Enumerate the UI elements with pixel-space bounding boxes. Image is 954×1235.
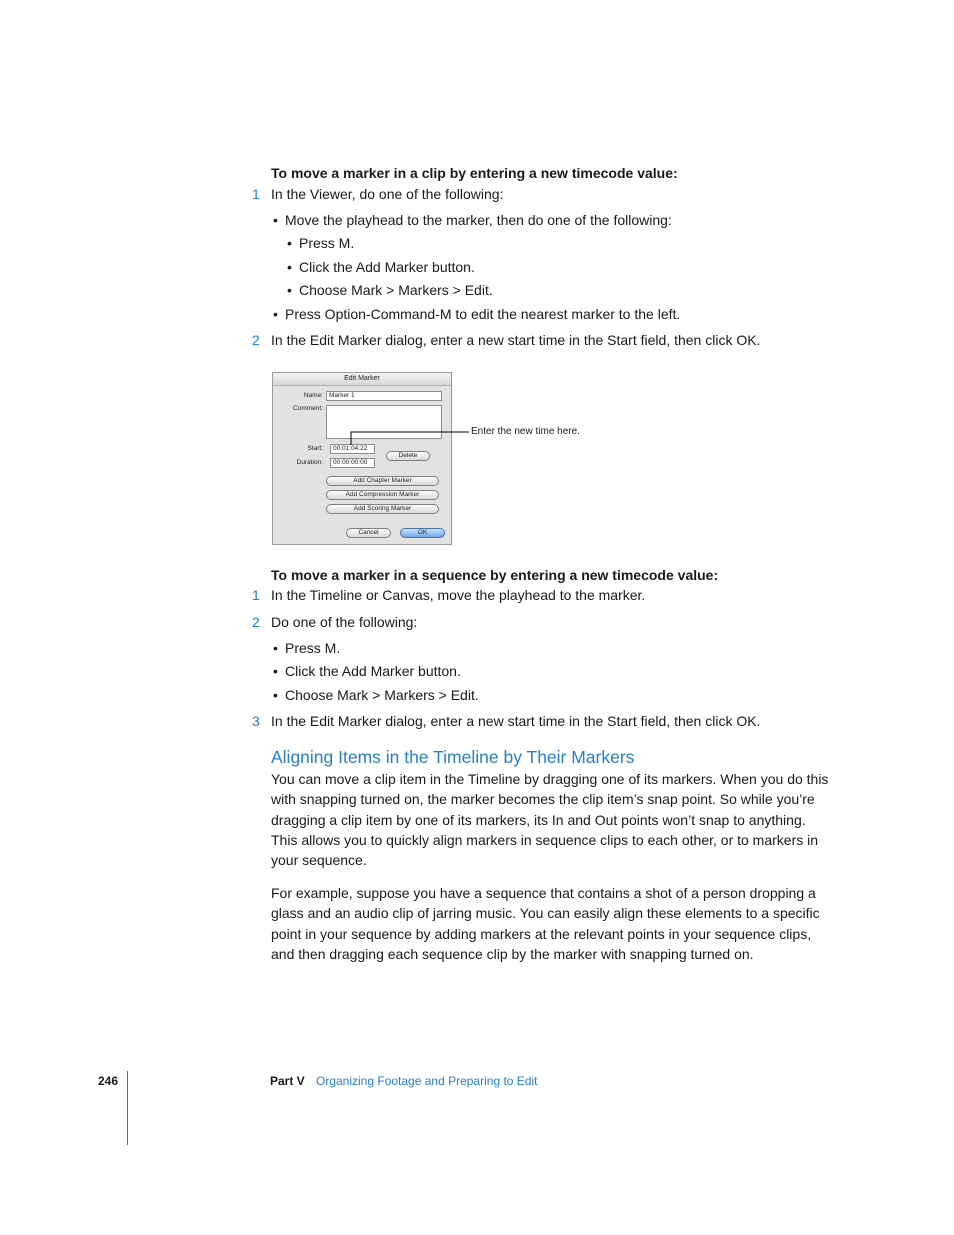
sub-bullet-text: Press M. xyxy=(299,235,355,251)
bullet-text: Choose Mark > Markers > Edit. xyxy=(285,687,479,703)
step-text: In the Timeline or Canvas, move the playhead to the marker. xyxy=(271,587,646,603)
duration-label: Duration: xyxy=(296,459,323,466)
delete-button[interactable]: Delete xyxy=(386,451,430,461)
bullet-text: Press Option-Command-M to edit the nearest marker to the left. xyxy=(285,306,681,322)
cancel-button[interactable]: Cancel xyxy=(346,528,391,538)
bullet-glyph: • xyxy=(273,212,278,228)
bullet-glyph: • xyxy=(287,259,292,275)
comment-label: Comment: xyxy=(293,405,323,412)
task-heading-sequence: To move a marker in a sequence by entering a new timecode value: xyxy=(271,567,719,583)
section-heading: Aligning Items in the Timeline by Their Markers xyxy=(271,747,635,767)
body-paragraph: You can move a clip item in the Timeline by dragging one of its markers. When you do this with snapping turned on, the marker becomes the clip item’s snap point. So while you’re dragging a clip item by one of its markers, its In and Out points won’t snap to anything. This allows you to quickly align markers in sequence clips to each other, or to markers in your sequence. xyxy=(271,771,829,869)
step-text: In the Edit Marker dialog, enter a new start time in the Start field, then click OK. xyxy=(271,332,761,348)
bullet-glyph: • xyxy=(287,282,292,298)
footer-rule xyxy=(127,1071,128,1145)
step-number: 1 xyxy=(252,186,260,202)
start-label: Start: xyxy=(307,445,323,452)
edit-marker-dialog xyxy=(272,372,452,545)
step-text: Do one of the following: xyxy=(271,614,418,630)
bullet-glyph: • xyxy=(287,235,292,251)
bullet-text: Click the Add Marker button. xyxy=(285,663,461,679)
part-label: Part V xyxy=(270,1074,305,1088)
step-text: In the Viewer, do one of the following: xyxy=(271,186,504,202)
step-number: 2 xyxy=(252,332,260,348)
add-compression-marker-button[interactable]: Add Compression Marker xyxy=(326,490,439,500)
step-number: 3 xyxy=(252,713,260,729)
sub-bullet-text: Click the Add Marker button. xyxy=(299,259,475,275)
start-field[interactable]: 00:01:04:22 xyxy=(330,444,375,454)
step-number: 1 xyxy=(252,587,260,603)
add-chapter-marker-button[interactable]: Add Chapter Marker xyxy=(326,476,439,486)
bullet-glyph: • xyxy=(273,306,278,322)
name-field[interactable]: Marker 1 xyxy=(326,391,442,401)
callout-label: Enter the new time here. xyxy=(471,426,580,437)
add-scoring-marker-button[interactable]: Add Scoring Marker xyxy=(326,504,439,514)
bullet-text: Press M. xyxy=(285,640,341,656)
sub-bullet-text: Choose Mark > Markers > Edit. xyxy=(299,282,493,298)
page-number: 246 xyxy=(98,1074,119,1088)
bullet-glyph: • xyxy=(273,640,278,656)
bullet-text: Move the playhead to the marker, then do one of the following: xyxy=(285,212,672,228)
name-label: Name: xyxy=(303,392,323,399)
step-number: 2 xyxy=(252,614,260,630)
ok-button[interactable]: OK xyxy=(400,528,445,538)
callout-leader-line xyxy=(345,428,470,448)
task-heading-clip: To move a marker in a clip by entering a new timecode value: xyxy=(271,165,678,181)
part-title: Organizing Footage and Preparing to Edit xyxy=(316,1074,538,1088)
duration-field[interactable]: 00:00:00:00 xyxy=(330,458,375,468)
bullet-glyph: • xyxy=(273,687,278,703)
bullet-glyph: • xyxy=(273,663,278,679)
body-paragraph: For example, suppose you have a sequence that contains a shot of a person dropping a glass and an audio clip of jarring music. You can easily align these elements to a specific point in your sequence by adding markers at the relevant points in your sequence clips, and then dragging each sequence clip by the marker with snapping turned on. xyxy=(271,885,820,962)
dialog-title: Edit Marker xyxy=(273,373,451,386)
step-text: In the Edit Marker dialog, enter a new start time in the Start field, then click OK. xyxy=(271,713,761,729)
